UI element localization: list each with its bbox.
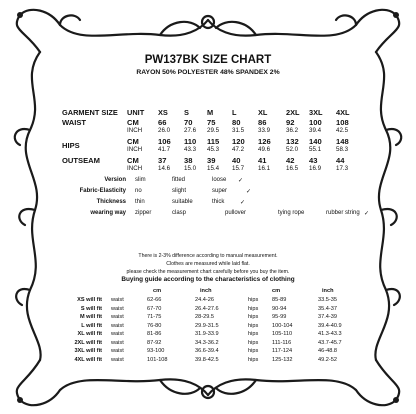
table-cell-inch: 42.5 <box>336 127 349 134</box>
table-cell-inch: 16.9 <box>309 165 322 172</box>
table-cell-cm: 108 <box>336 118 349 127</box>
material-text: RAYON 50% POLYESTER 48% SPANDEX 2% <box>136 69 280 76</box>
option-label: Version <box>104 177 126 183</box>
guide-hips-label: hips <box>248 331 259 337</box>
option-label: Fabric-Elasticity <box>79 188 126 194</box>
table-row-label: OUTSEAM <box>62 156 100 165</box>
table-cell-inch: 55.1 <box>309 146 322 153</box>
option-value: slight <box>172 188 187 194</box>
table-header-cell: 4XL <box>336 108 350 117</box>
guide-waist-label: waist <box>111 356 124 363</box>
option-value: clasp <box>172 210 187 216</box>
table-cell-cm: 43 <box>309 156 318 165</box>
option-value: super <box>212 188 228 194</box>
table-cell-cm: 120 <box>232 137 245 146</box>
chart-title: PW137BK SIZE CHART <box>144 54 272 66</box>
guide-hips-label: hips <box>248 305 259 312</box>
unit-inch: INCH <box>127 146 143 153</box>
guide-hips-inch: 39.4-40.9 <box>318 322 342 329</box>
table-cell-inch: 17.3 <box>336 165 349 172</box>
guide-fit-label: 4XL will fit <box>74 356 102 363</box>
guide-hips-cm: 111-116 <box>272 339 292 346</box>
guide-fit-label: 2XL will fit <box>74 339 102 346</box>
table-cell-cm: 115 <box>207 137 220 146</box>
table-cell-inch: 15.7 <box>232 165 245 172</box>
option-value: slim <box>135 177 146 183</box>
table-cell-inch: 15.0 <box>184 165 197 172</box>
guide-waist-cm: 87-92 <box>147 339 162 346</box>
guide-waist-inch: 39.8-42.5 <box>195 356 219 363</box>
table-cell-inch: 43.3 <box>184 146 197 153</box>
guide-waist-cm: 67-70 <box>147 305 162 312</box>
guide-hips-label: hips <box>248 297 259 303</box>
table-cell-cm: 126 <box>258 137 271 146</box>
option-value: ✓ <box>240 200 246 206</box>
guide-waist-label: waist <box>111 322 124 329</box>
guide-hips-cm: 125-132 <box>272 356 293 363</box>
table-cell-cm: 40 <box>232 156 241 165</box>
guide-waist-label: waist <box>111 314 124 320</box>
guide-hips-inch: 46-48.8 <box>318 348 337 354</box>
table-header-cell: 2XL <box>286 108 300 117</box>
guide-fit-label: 3XL will fit <box>74 348 102 354</box>
table-cell-inch: 16.1 <box>258 165 271 172</box>
guide-waist-cm: 101-108 <box>147 356 168 363</box>
option-value: rubber string <box>326 210 360 216</box>
guide-fit-label: XL will fit <box>77 331 102 337</box>
unit-cm: CM <box>127 156 139 165</box>
table-cell-inch: 31.5 <box>232 127 245 134</box>
table-cell-cm: 80 <box>232 118 241 127</box>
guide-hips-inch: 33.5-35 <box>318 297 337 303</box>
table-cell-inch: 15.4 <box>207 165 220 172</box>
unit-cm: CM <box>127 118 139 127</box>
guide-hips-inch: 37.4-39 <box>318 314 337 320</box>
guide-hips-label: hips <box>248 348 259 354</box>
guide-hips-cm: 85-89 <box>272 297 287 303</box>
table-cell-inch: 39.4 <box>309 127 322 134</box>
guide-waist-inch: 24.4-26 <box>195 297 214 303</box>
option-value: zipper <box>135 210 152 216</box>
guide-fit-label: M will fit <box>79 314 102 320</box>
table-cell-inch: 47.2 <box>232 146 245 153</box>
table-cell-inch: 27.6 <box>184 127 197 134</box>
table-header-cell: GARMENT SIZE <box>62 108 118 117</box>
guide-waist-label: waist <box>111 305 124 312</box>
guide-hips-cm: 95-99 <box>272 314 287 320</box>
option-value: thin <box>135 199 145 205</box>
unit-cm: CM <box>127 137 139 146</box>
table-cell-cm: 44 <box>336 156 345 165</box>
guide-waist-inch: 31.9-33.9 <box>195 331 219 337</box>
table-header-cell: 3XL <box>309 108 323 117</box>
guide-waist-inch: 28-29.5 <box>195 314 214 320</box>
table-cell-cm: 86 <box>258 118 267 127</box>
option-value: ✓ <box>238 178 244 184</box>
table-cell-cm: 132 <box>286 137 299 146</box>
table-cell-inch: 29.5 <box>207 127 220 134</box>
table-cell-cm: 37 <box>158 156 167 165</box>
guide-hips-label: hips <box>248 314 259 320</box>
guide-hips-inch: 49.2-52 <box>318 356 337 363</box>
table-cell-inch: 36.2 <box>286 127 299 134</box>
guide-fit-label: L will fit <box>81 322 102 329</box>
guide-hips-label: hips <box>248 356 259 363</box>
option-value: pullover <box>225 210 247 216</box>
option-value: thick <box>212 199 225 205</box>
guide-waist-cm: 81-86 <box>147 331 162 337</box>
guide-waist-cm: 76-80 <box>147 322 162 329</box>
table-cell-cm: 39 <box>207 156 216 165</box>
guide-hips-label: hips <box>248 339 259 346</box>
table-header-cell: L <box>232 108 237 117</box>
option-label: Thickness <box>96 199 126 205</box>
guide-fit-label: XS will fit <box>77 297 102 303</box>
guide-hips-cm: 105-110 <box>272 331 293 337</box>
option-value: fitted <box>172 177 186 183</box>
table-header-cell: XS <box>158 108 168 117</box>
unit-inch: INCH <box>127 127 143 134</box>
guide-fit-label: S will fit <box>80 305 102 312</box>
table-cell-cm: 70 <box>184 118 193 127</box>
option-value: loose <box>212 177 227 183</box>
table-cell-inch: 49.6 <box>258 146 271 153</box>
table-row-label: HIPS <box>62 141 80 150</box>
table-header-cell: S <box>184 108 189 117</box>
table-cell-cm: 42 <box>286 156 295 165</box>
unit-inch: INCH <box>127 165 143 172</box>
table-cell-cm: 140 <box>309 137 322 146</box>
table-cell-inch: 41.7 <box>158 146 171 153</box>
guide-header-inch: inch <box>322 288 334 294</box>
option-value: ✓ <box>364 211 370 217</box>
option-value: ✓ <box>246 189 252 195</box>
table-cell-cm: 41 <box>258 156 267 165</box>
guide-hips-inch: 35.4-37 <box>318 305 337 312</box>
table-cell-inch: 52.0 <box>286 146 299 153</box>
table-cell-cm: 148 <box>336 137 349 146</box>
guide-waist-cm: 71-75 <box>147 314 162 320</box>
guide-waist-label: waist <box>111 348 124 354</box>
table-cell-inch: 58.3 <box>336 146 349 153</box>
guide-waist-label: waist <box>111 331 124 337</box>
guide-waist-label: waist <box>111 297 124 303</box>
guide-waist-label: waist <box>111 339 124 346</box>
note-2: Clothes are measured while laid flat. <box>166 261 250 267</box>
table-cell-inch: 33.9 <box>258 127 271 134</box>
guide-waist-inch: 29.9-31.5 <box>195 322 219 329</box>
table-cell-cm: 106 <box>158 137 171 146</box>
table-cell-inch: 26.0 <box>158 127 171 134</box>
guide-hips-cm: 117-124 <box>272 348 293 354</box>
guide-title: Buying guide according to the characteristics of clothing <box>121 276 295 283</box>
table-cell-cm: 38 <box>184 156 193 165</box>
option-value: no <box>135 188 142 194</box>
guide-header-cm: cm <box>153 288 162 294</box>
guide-waist-cm: 62-66 <box>147 297 162 303</box>
table-row-label: WAIST <box>62 118 87 127</box>
table-cell-cm: 66 <box>158 118 167 127</box>
table-header-cell: M <box>207 108 214 117</box>
option-value: suitable <box>172 199 193 205</box>
table-cell-inch: 16.5 <box>286 165 299 172</box>
note-1: There is 2-3% difference according to manual measurement. <box>138 253 278 259</box>
guide-hips-cm: 100-104 <box>272 322 293 329</box>
guide-waist-inch: 34.3-36.2 <box>195 339 219 346</box>
option-value: tying rope <box>278 210 305 216</box>
table-cell-inch: 14.6 <box>158 165 171 172</box>
guide-header-inch: inch <box>200 288 212 294</box>
guide-header-cm: cm <box>272 288 281 294</box>
guide-hips-label: hips <box>248 322 259 329</box>
guide-hips-cm: 90-94 <box>272 305 287 312</box>
table-header-cell: UNIT <box>127 108 145 117</box>
guide-hips-inch: 41.3-43.3 <box>318 331 342 337</box>
guide-waist-inch: 36.6-39.4 <box>195 348 219 354</box>
option-label: wearing way <box>90 210 126 216</box>
guide-hips-inch: 43.7-45.7 <box>318 339 342 346</box>
table-cell-cm: 75 <box>207 118 216 127</box>
table-cell-inch: 45.3 <box>207 146 220 153</box>
note-3: please check the measurement chart carefully before you buy the item. <box>126 269 290 275</box>
table-cell-cm: 92 <box>286 118 295 127</box>
table-cell-cm: 110 <box>184 137 197 146</box>
table-cell-cm: 100 <box>309 118 322 127</box>
guide-waist-cm: 93-100 <box>147 348 165 354</box>
table-header-cell: XL <box>258 108 268 117</box>
guide-waist-inch: 26.4-27.6 <box>195 305 219 312</box>
